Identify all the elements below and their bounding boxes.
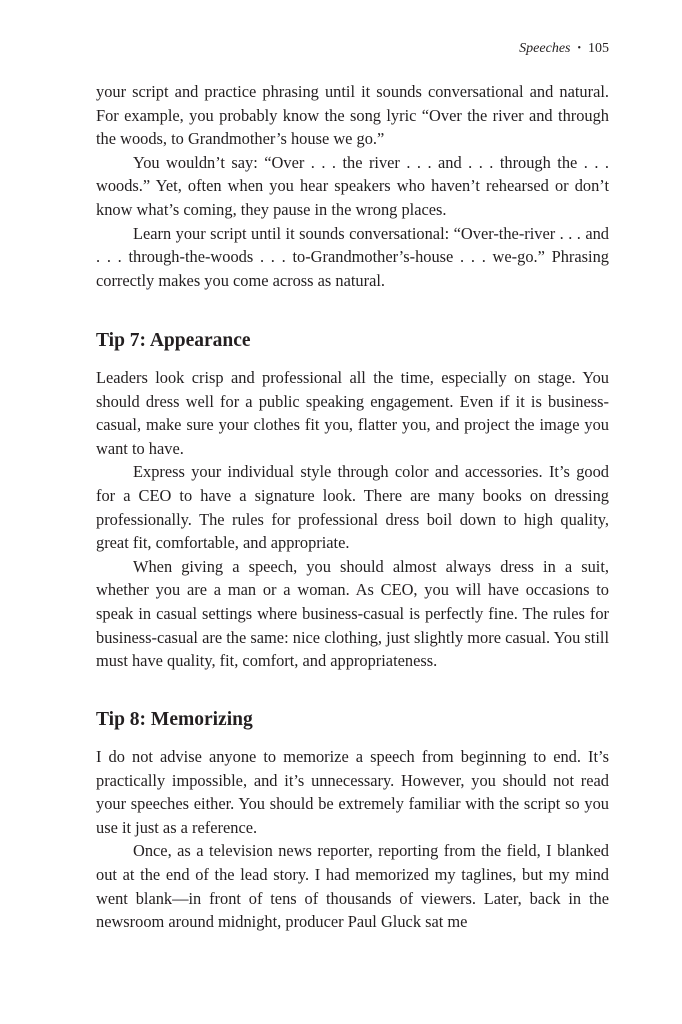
body-paragraph: You wouldn’t say: “Over . . . the river . . . and . . . through the . . . woods.” Yet, often when you hear speakers who haven’t rehearsed or don’t know what’s coming, they pause in the wrong places. [96, 152, 609, 219]
section-heading-tip-8: Tip 8: Memorizing [96, 709, 253, 730]
page-number: 105 [588, 41, 609, 56]
tip-8-section [96, 745, 609, 934]
running-head-section: Speeches [519, 41, 571, 56]
body-paragraph: your script and practice phrasing until it sounds conversational and natural. For example, you probably know the song lyric “Over the river and through the woods, to Grandmother’s house we go.” [96, 82, 609, 149]
body-paragraph: I do not advise anyone to memorize a speech from beginning to end. It’s practically impossible, and it’s unnecessary. However, you should not read your speeches either. You should be extremely familiar with the script so you use it just as a reference. [96, 747, 609, 837]
section-heading-tip-7: Tip 7: Appearance [96, 330, 251, 351]
tip-7-section [96, 366, 609, 673]
body-paragraph: Leaders look crisp and professional all the time, especially on stage. You should dress well for a public speaking engagement. Even if it is business-casual, make sure your clothes fit you, flatter you, and project the image you want to have. [96, 368, 609, 458]
body-paragraph: Once, as a television news reporter, reporting from the field, I blanked out at the end of the lead story. I had memorized my taglines, but my mind went blank—in front of tens of thousands of viewers. Later, back in the newsroom around midnight, producer Paul Gluck sat me [96, 841, 609, 932]
running-head-bullet: • [577, 43, 581, 54]
body-paragraph: Learn your script until it sounds conversational: “Over-the-river . . . and . . . through-the-woods . . . to-Grandmother’s-house . . . we-go.” Phrasing correctly makes you come across as natural. [96, 223, 609, 290]
body-paragraph: Express your individual style through color and accessories. It’s good for a CEO to have a signature look. There are many books on dressing professionally. The rules for professional dress boil down to high quality, great fit, comfortable, and appropriate. [96, 462, 609, 553]
intro-section [96, 80, 609, 292]
running-head [519, 40, 609, 58]
body-paragraph: When giving a speech, you should almost always dress in a suit, whether you are a man or a woman. As CEO, you will have occasions to speak in casual settings where business-casual is perfectly fine. The rules for business-casual are the same: nice clothing, just slightly more casual. You still must have quality, fit, comfort, and appropriateness. [96, 556, 609, 671]
